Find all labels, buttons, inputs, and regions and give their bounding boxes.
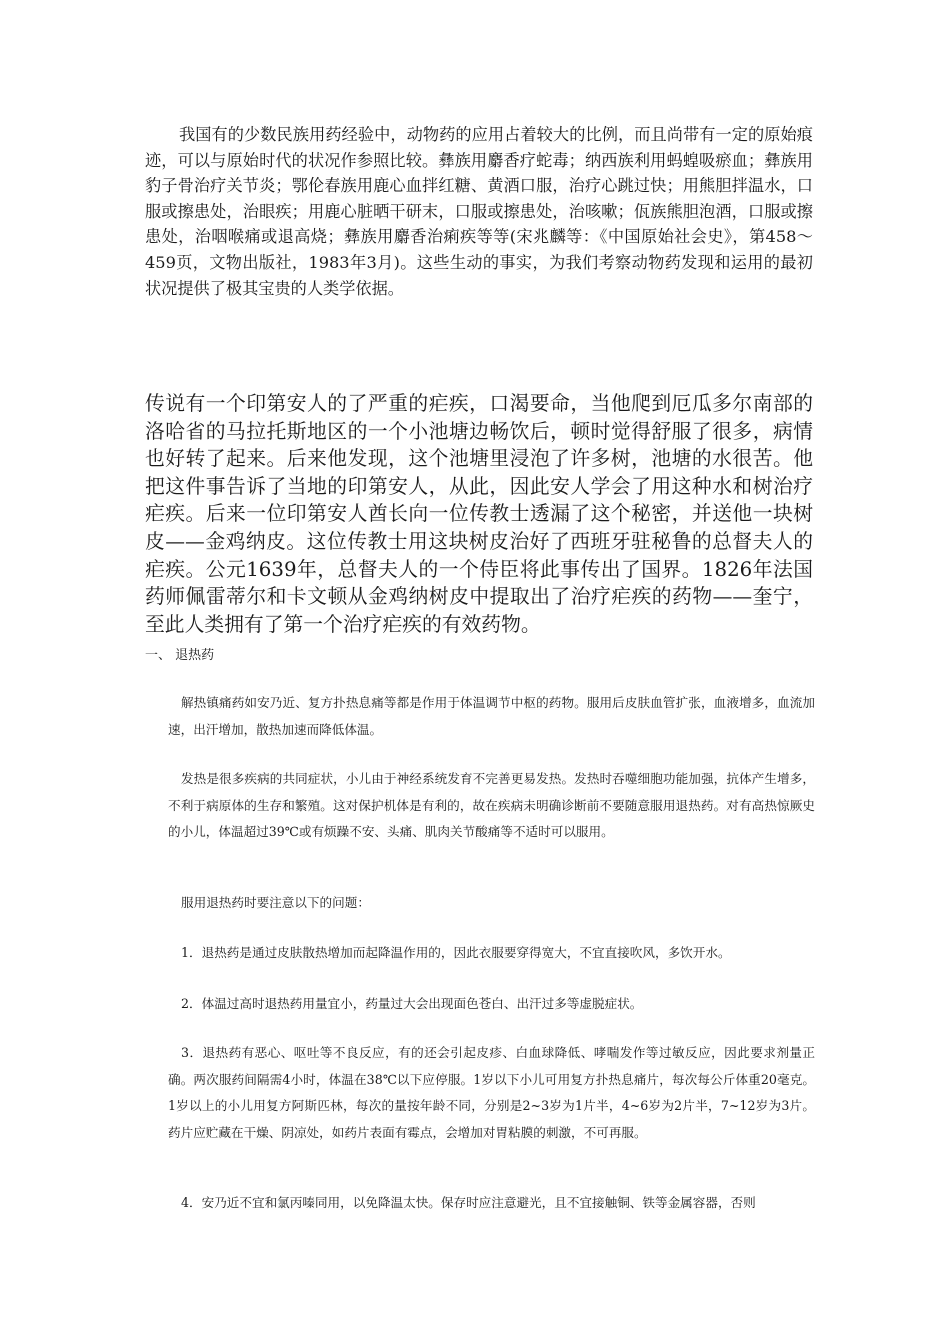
note-item: 1．退热药是通过皮肤散热增加而起降温作用的，因此衣服要穿得宽大，不宜直接吹风，多饮开水。	[181, 945, 731, 960]
note-item: 2．体温过高时退热药用量宜小，药量过大会出现面色苍白、出汗过多等虚脱症状。	[181, 996, 643, 1011]
section-paragraph: 发热是很多疾病的共同症状，小儿由于神经系统发育不完善更易发热。发热时吞噬细胞功能加强，抗体产生增多，不利于病原体的生存和繁殖。这对保护机体是有利的，故在疾病未明确诊断前不要随意服用退热药。对有高热惊厥史的小儿，体温超过39℃或有烦躁不安、头痛、肌肉关节酸痛等不适时可以服用。	[168, 771, 815, 839]
notes-intro: 服用退热药时要注意以下的问题：	[181, 895, 370, 910]
note-item: 3．退热药有恶心、呕吐等不良反应，有的还会引起皮疹、白血球降低、哮喘发作等过敏反应，因此要求剂量正确。两次服药间隔需4小时，体温在38℃以下应停服。1岁以下小儿可用复方扑热息痛片，每次每公斤体重20毫克。1岁以上的小儿用复方阿斯匹林，每次的量按年龄不同，分别是2~3岁为1片半，4~6岁为2片半，7~12岁为3片。药片应贮藏在干燥、阴凉处，如药片表面有霉点，会增加对胃粘膜的刺激，不可再服。	[168, 1045, 815, 1140]
paragraph-quinine-legend: 传说有一个印第安人的了严重的疟疾，口渴要命，当他爬到厄瓜多尔南部的洛哈省的马拉托斯地区的一个小池塘边畅饮后，顿时觉得舒服了很多，病情也好转了起来。后来他发现，这个池塘里浸泡了许多树，池塘的水很苦。他把这件事告诉了当地的印第安人，从此，因此安人学会了用这种水和树治疗疟疾。后来一位印第安人酋长向一位传教士透漏了这个秘密，并送他一块树皮——金鸡纳皮。这位传教士用这块树皮治好了西班牙驻秘鲁的总督夫人的疟疾。公元1639年，总督夫人的一个侍臣将此事传出了国界。1826年法国药师佩雷蒂尔和卡文顿从金鸡纳树皮中提取出了治疗疟疾的药物——奎宁，至此人类拥有了第一个治疗疟疾的有效药物。	[145, 392, 813, 636]
section-paragraph: 解热镇痛药如安乃近、复方扑热息痛等都是作用于体温调节中枢的药物。服用后皮肤血管扩张，血液增多，血流加速，出汗增加，散热加速而降低体温。	[168, 695, 815, 737]
section-heading: 一、 退热药	[145, 648, 215, 663]
paragraph-animal-medicine: 我国有的少数民族用药经验中，动物药的应用占着较大的比例，而且尚带有一定的原始痕迹，可以与原始时代的状况作参照比较。彝族用麝香疗蛇毒；纳西族利用蚂蝗吸瘀血；彝族用豹子骨治疗关节炎；鄂伦春族用鹿心血拌红糖、黄酒口服，治疗心跳过快；用熊胆拌温水，口服或擦患处，治眼疾；用鹿心脏晒干研末，口服或擦患处，治咳嗽；佤族熊胆泡酒，口服或擦患处，治咽喉痛或退高烧；彝族用麝香治痢疾等等(宋兆麟等：《中国原始社会史》，第458～459页，文物出版社，1983年3月)。这些生动的事实，为我们考察动物药发现和运用的最初状况提供了极其宝贵的人类学依据。	[145, 125, 813, 298]
note-item: 4．安乃近不宜和氯丙嗪同用，以免降温太快。保存时应注意避光，且不宜接触铜、铁等金属容器，否则	[181, 1195, 756, 1210]
